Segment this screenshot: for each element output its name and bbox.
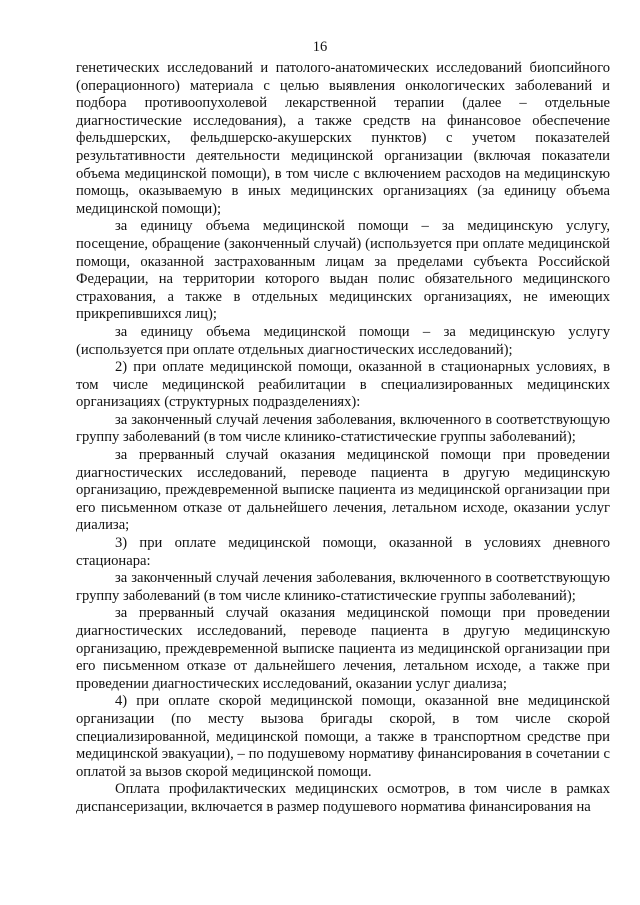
paragraph-preventive-examinations: Оплата профилактических медицинских осмотров, в том числе в рамках диспансеризации, включается в размер подушевого норматива финансирования на	[76, 781, 610, 815]
paragraph-per-unit-diagnostics: за единицу объема медицинской помощи – за медицинскую услугу (используется при оплате отдельных диагностических исследований);	[76, 323, 610, 358]
paragraph-continuation: генетических исследований и патолого-анатомических исследований биопсийного (операционного) материала с целью выявления онкологических заболеваний и подбора противоопухолевой лекарственной терапии (далее – отдельные диагностические исследования), а также средств на финансовое обеспечение фельдшерских, фельдшерско-акушерских пунктов) с учетом показателей результативности деятельности медицинской организации (включая показатели объема медицинской помощи), в том числе с включением расходов на медицинскую помощь, оказываемую в иных медицинских организациях (за единицу объема медицинской помощи);	[76, 60, 610, 217]
paragraph-item-4-ambulance: 4) при оплате скорой медицинской помощи, оказанной вне медицинской организации (по месту вызова бригады скорой, в том числе скорой специализированной, медицинской помощи, а также в транспортном средстве при медицинской эвакуации), – по подушевому нормативу финансирования в сочетании с оплатой за вызов скорой медицинской помощи.	[76, 693, 610, 780]
paragraph-day-hospital-interrupted-case: за прерванный случай оказания медицинской помощи при проведении диагностических исследований, переводе пациента в другую медицинскую организацию, преждевременной выписке пациента из медицинской организации при его письменном отказе от дальнейшего лечения, летальном исходе, а также при проведении диагностических исследований, оказании услуг диализа;	[76, 605, 610, 692]
page-number: 16	[312, 39, 328, 55]
paragraph-item-3-day-hospital: 3) при оплате медицинской помощи, оказанной в условиях дневного стационара:	[76, 535, 610, 569]
paragraph-inpatient-completed-case: за законченный случай лечения заболевания, включенного в соответствующую группу заболеваний (в том числе клинико-статистические группы заболеваний);	[76, 411, 610, 446]
paragraph-day-hospital-completed-case: за законченный случай лечения заболевания, включенного в соответствующую группу заболеваний (в том числе клинико-статистические группы заболеваний);	[76, 570, 610, 604]
paragraph-inpatient-interrupted-case: за прерванный случай оказания медицинской помощи при проведении диагностических исследований, переводе пациента в другую медицинскую организацию, преждевременной выписке пациента из медицинской организации при его письменном отказе от дальнейшего лечения, летальном исходе, оказании услуг диализа;	[76, 447, 610, 534]
paragraph-per-unit-service: за единицу объема медицинской помощи – за медицинскую услугу, посещение, обращение (законченный случай) (используется при оплате медицинской помощи, оказанной застрахованным лицам за пределами субъекта Российской Федерации, на территории которого выдан полис обязательного медицинского страхования, а также в отдельных медицинских организациях, не имеющих прикрепившихся лиц);	[76, 218, 610, 323]
document-body	[76, 60, 610, 817]
paragraph-item-2-inpatient: 2) при оплате медицинской помощи, оказанной в стационарных условиях, в том числе медицинской реабилитации в специализированных медицинских организациях (структурных подразделениях):	[76, 359, 610, 411]
